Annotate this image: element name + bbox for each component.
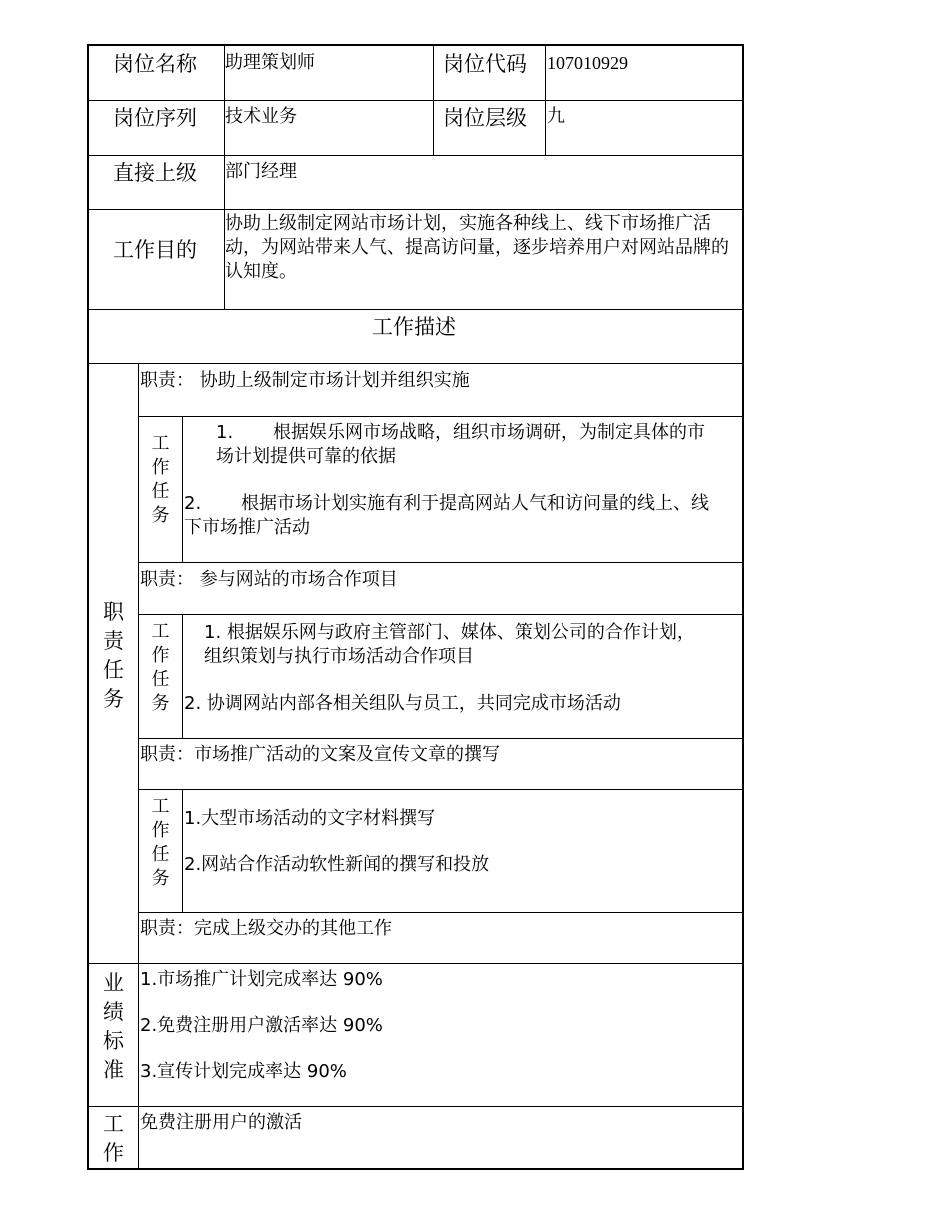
performance-item: 3.宣传计划完成率达 90% (140, 1061, 347, 1082)
job-series-value: 技术业务 (225, 106, 297, 127)
performance-item: 1.市场推广计划完成率达 90% (140, 969, 383, 990)
duty-1-task-2: 根据市场计划实施有利于提高网站人气和访问量的线上、线 (241, 493, 709, 514)
work-value: 免费注册用户的激活 (140, 1112, 302, 1133)
duty-1: 职责： 协助上级制定市场计划并组织实施 (140, 370, 470, 391)
job-title-value: 助理策划师 (225, 52, 315, 73)
job-code-value: 107010929 (547, 53, 628, 73)
duty-1-task-2-number: 2. (184, 493, 202, 514)
task-label-3: 工 作 任 务 (151, 796, 170, 889)
job-level-value: 九 (547, 106, 565, 127)
duty-2-task-1-cont: 组织策划与执行市场活动合作项目 (204, 646, 474, 667)
task-label-2: 工 作 任 务 (151, 621, 170, 714)
duty-3-task-2: 2.网站合作活动软性新闻的撰写和投放 (184, 854, 490, 875)
duty-4: 职责：完成上级交办的其他工作 (140, 918, 392, 939)
duty-2: 职责： 参与网站的市场合作项目 (140, 569, 398, 590)
job-level-label: 岗位层级 (443, 106, 527, 130)
job-series-label: 岗位序列 (113, 106, 197, 130)
duty-2-task-2: 2. 协调网站内部各相关组队与员工，共同完成市场活动 (184, 693, 621, 714)
duty-1-task-2-cont: 下市场推广活动 (184, 517, 310, 538)
duty-1-task-1: 根据娱乐网市场战略，组织市场调研，为制定具体的市 (273, 422, 705, 443)
purpose-label: 工作目的 (113, 238, 197, 262)
purpose-value: 协助上级制定网站市场计划，实施各种线上、线下市场推广活动，为网站带来人气、提高访问量，逐步培养用户对网站品牌的认知度。 (225, 213, 729, 282)
superior-value: 部门经理 (225, 161, 297, 182)
performance-item: 2.免费注册用户激活率达 90% (140, 1015, 383, 1036)
performance-label: 业 绩 标 准 (103, 971, 124, 1082)
section-title: 工作描述 (372, 315, 456, 339)
duties-tasks-label: 职 责 任 务 (103, 600, 124, 711)
duty-1-task-1-number: 1. (216, 422, 234, 443)
superior-label: 直接上级 (113, 161, 197, 185)
work-label: 工 作 (103, 1112, 124, 1165)
duty-1-task-1-cont: 场计划提供可靠的依据 (216, 446, 396, 467)
job-code-label: 岗位代码 (443, 52, 527, 76)
duty-3: 职责：市场推广活动的文案及宣传文章的撰写 (140, 744, 500, 765)
duty-3-task-1: 1.大型市场活动的文字材料撰写 (184, 808, 436, 829)
job-title-label: 岗位名称 (113, 52, 197, 76)
duty-2-task-1: 1. 根据娱乐网与政府主管部门、媒体、策划公司的合作计划， (204, 622, 695, 643)
task-label-1: 工 作 任 务 (151, 433, 170, 526)
